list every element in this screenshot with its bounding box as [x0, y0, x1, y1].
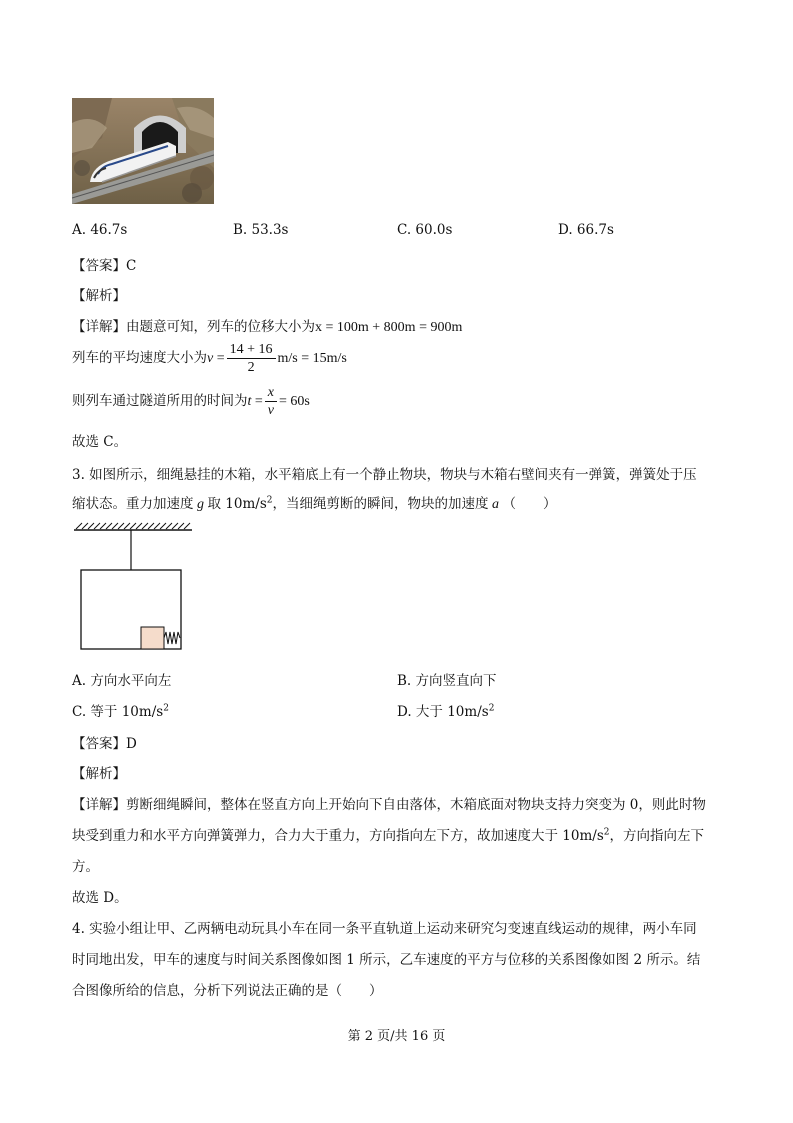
answer-tag: 【答案】 — [72, 736, 126, 752]
q2-conclusion: 故选 C。 — [72, 434, 128, 450]
detail-line-2: 列车的平均速度大小为v = $\frac{14 + 16}{2}$ m/s = 15m/s — [72, 342, 347, 375]
velocity-text: 列车的平均速度大小为 — [72, 350, 207, 366]
answer-value: D — [126, 736, 137, 752]
q3-analysis-tag: 【解析】 — [72, 766, 126, 782]
displacement-formula: x = 100m + 800m = 900m — [315, 320, 463, 335]
train-tunnel-photo — [72, 98, 214, 204]
velocity-fraction: $\frac{14 + 16}{2}$ — [227, 341, 276, 376]
q4-stem-line-3: 合图像所给的信息，分析下列说法正确的是（ ） — [72, 983, 383, 999]
velocity-result: m/s = 15m/s — [277, 351, 347, 366]
option-d: D. 66.7s — [558, 222, 614, 238]
q3-detail-line-3: 方。 — [72, 859, 99, 875]
q3-option-c: C. 等于 $10m/s^2$ — [72, 703, 169, 720]
answer-tag: 【答案】 — [72, 258, 126, 274]
time-result: = 60s — [279, 394, 310, 409]
answer-line — [72, 254, 136, 274]
detail-line-1 — [72, 315, 462, 336]
time-fraction: $\frac{x}{v}$ — [265, 384, 277, 419]
option-a: A. 46.7s — [72, 222, 128, 238]
analysis-tag: 【解析】 — [72, 288, 126, 304]
q3-option-b: B. 方向竖直向下 — [397, 673, 497, 689]
q3-answer-line — [72, 732, 137, 752]
box-spring-diagram — [72, 522, 197, 654]
q3-conclusion: 故选 D。 — [72, 890, 128, 906]
option-c: C. 60.0s — [397, 222, 453, 238]
answer-value: C — [126, 258, 137, 274]
q3-detail-line-2: 块受到重力和水平方向弹簧弹力，合力大于重力，方向指向左下方，故加速度大于 $10m/s^2$，方向指向左下 — [72, 827, 704, 844]
q4-stem-line-2: 时同地出发，甲车的速度与时间关系图像如图 1 所示，乙车速度的平方与位移的关系图像如图 2 所示。结 — [72, 952, 701, 968]
time-text: 则列车通过隧道所用的时间为 — [72, 393, 248, 409]
detail-tag: 【详解】 — [72, 797, 126, 813]
option-b: B. 53.3s — [233, 222, 289, 238]
detail-line-3: 则列车通过隧道所用的时间为t = $\frac{x}{v}$ = 60s — [72, 385, 310, 418]
q3-option-a: A. 方向水平向左 — [72, 673, 172, 689]
detail-text: 由题意可知，列车的位移大小为 — [126, 319, 315, 335]
q3-detail-line-1: 【详解】剪断细绳瞬间，整体在竖直方向上开始向下自由落体，木箱底面对物块支持力突变为 0，则此时物 — [72, 797, 706, 813]
page-footer: 第 2 页/共 16 页 — [347, 1029, 446, 1044]
q4-stem-line-1: 4. 实验小组让甲、乙两辆电动玩具小车在同一条平直轨道上运动来研究匀变速直线运动的规律，两小车同 — [72, 921, 697, 937]
q3-option-d: D. 大于 $10m/s^2$ — [397, 703, 495, 720]
q3-stem-line-1: 3. 如图所示，细绳悬挂的木箱，水平箱底上有一个静止物块，物块与木箱右壁间夹有一弹簧，弹簧处于压 — [72, 467, 697, 483]
q3-stem-line-2: 缩状态。重力加速度 g 取 $10m/s^2$，当细绳剪断的瞬间，物块的加速度 a （ ） — [72, 495, 557, 512]
detail-tag: 【详解】 — [72, 319, 126, 335]
